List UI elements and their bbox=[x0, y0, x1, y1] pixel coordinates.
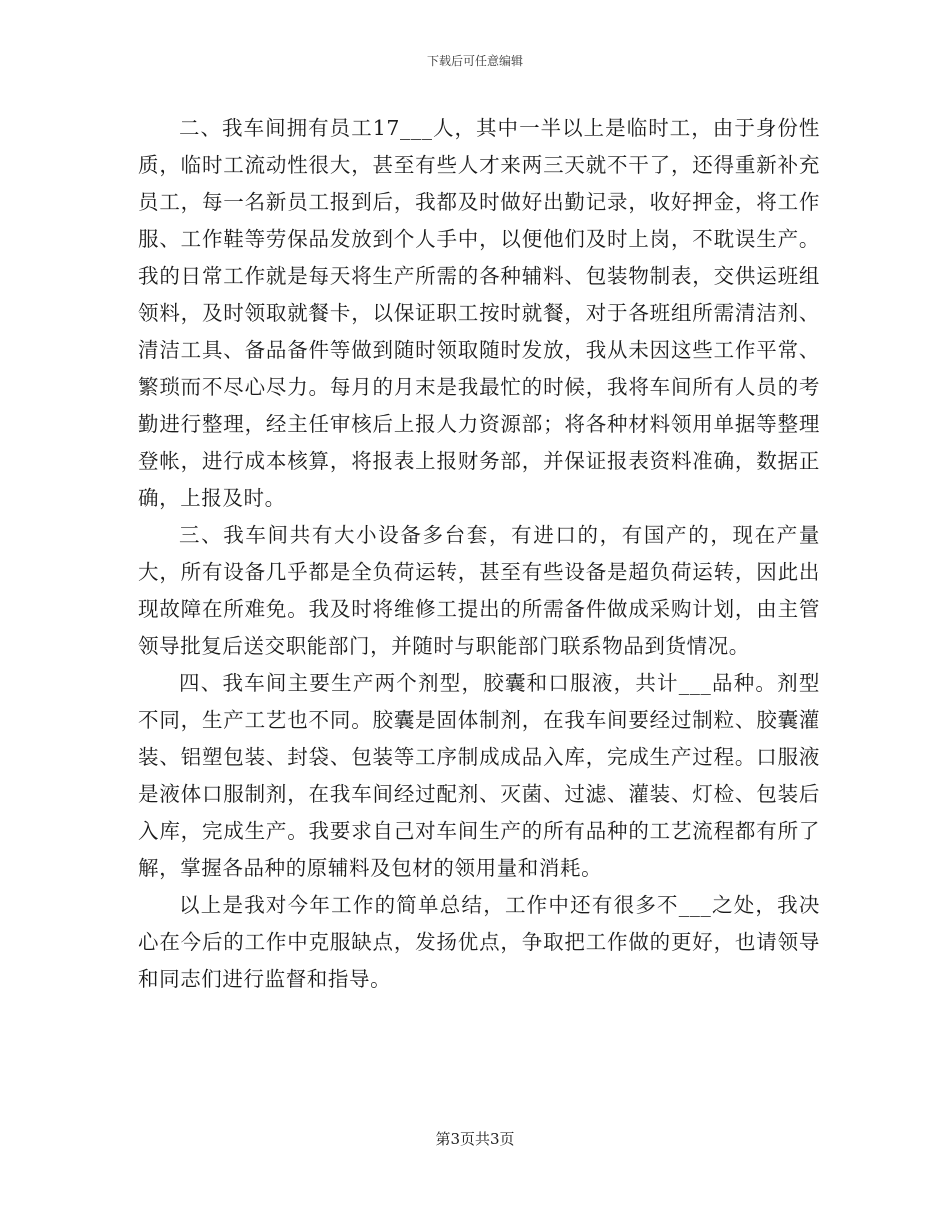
paragraph-staffing: 二、我车间拥有员工17___人，其中一半以上是临时工，由于身份性质，临时工流动性很大，甚至有些人才来两三天就不干了，还得重新补充员工，每一名新员工报到后，我都及时做好出勤记录，收好押金，将工作服、工作鞋等劳保品发放到个人手中，以便他们及时上岗，不耽误生产。我的日常工作就是每天将生产所需的各种辅料、包装物制表，交供运班组领料，及时领取就餐卡，以保证职工按时就餐，对于各班组所需清洁剂、清洁工具、备品备件等做到随时领取随时发放，我从未因这些工作平常、繁琐而不尽心尽力。每月的月末是我最忙的时候，我将车间所有人员的考勤进行整理，经主任审核后上报人力资源部；将各种材料领用单据等整理登帐，进行成本核算，将报表上报财务部，并保证报表资料准确，数据正确，上报及时。 bbox=[138, 116, 820, 510]
paragraph-production: 四、我车间主要生产两个剂型，胶囊和口服液，共计___品种。剂型不同，生产工艺也不同。胶囊是固体制剂，在我车间要经过制粒、胶囊灌装、铝塑包装、封袋、包装等工序制成成品入库，完成生产过程。口服液是液体口服制剂，在我车间经过配剂、灭菌、过滤、灌装、灯检、包装后入库，完成生产。我要求自己对车间生产的所有品种的工艺流程都有所了解，掌握各品种的原辅料及包材的领用量和消耗。 bbox=[138, 671, 820, 880]
paragraph-equipment: 三、我车间共有大小设备多台套，有进口的，有国产的，现在产量大，所有设备几乎都是全负荷运转，甚至有些设备是超负荷运转，因此出现故障在所难免。我及时将维修工提出的所需备件做成采购计划，由主管领导批复后送交职能部门，并随时与职能部门联系物品到货情况。 bbox=[138, 523, 820, 658]
document-body bbox=[138, 110, 820, 998]
page-header: 下载后可任意编辑 bbox=[426, 54, 523, 68]
paragraph-conclusion: 以上是我对今年工作的简单总结，工作中还有很多不___之处，我决心在今后的工作中克服缺点，发扬优点，争取把工作做的更好，也请领导和同志们进行监督和指导。 bbox=[138, 893, 820, 991]
page-number: 第3页共3页 bbox=[435, 1130, 515, 1148]
